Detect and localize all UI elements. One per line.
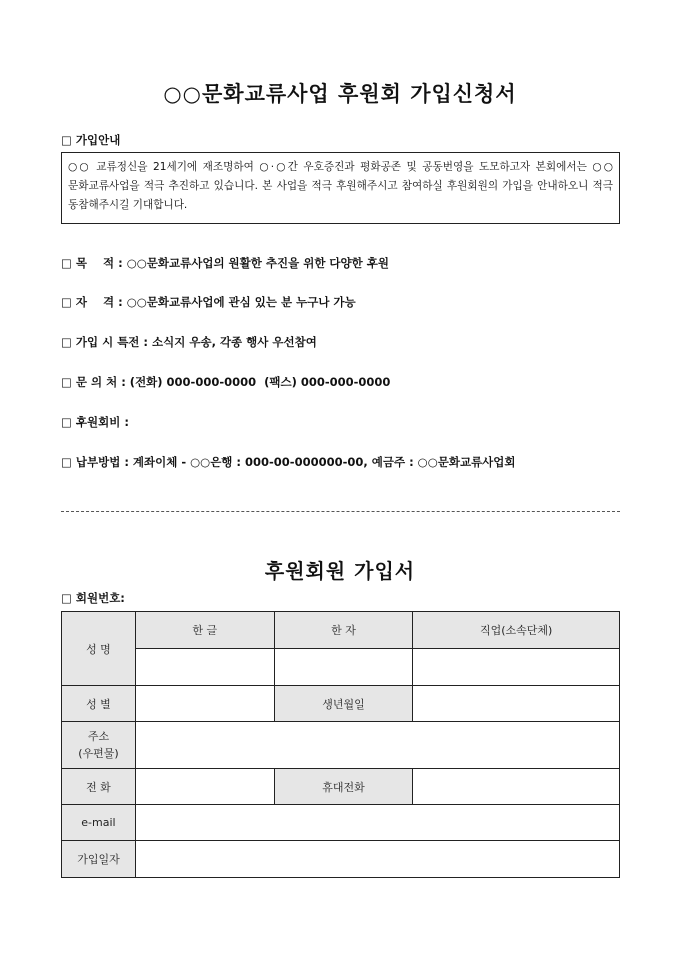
item-purpose-value: : ○○문화교류사업의 원활한 추진을 위한 다양한 후원 [114, 256, 389, 270]
item-qualification-value: : ○○문화교류사업에 관심 있는 분 누구나 가능 [114, 295, 356, 309]
member-number-label: □ 회원번호: [61, 591, 125, 605]
item-fee [61, 414, 129, 430]
item-fee-value: : [120, 415, 129, 429]
join-date-label: 가입일자 [62, 841, 136, 878]
hangul-name-input[interactable] [135, 649, 274, 686]
email-input[interactable] [135, 805, 619, 841]
hanja-header: 한 자 [274, 612, 413, 649]
hangul-header: 한 글 [135, 612, 274, 649]
mobile-input[interactable] [413, 769, 620, 805]
email-label: e-mail [62, 805, 136, 841]
address-label [62, 722, 136, 769]
item-qualification-label: □ 자 격 [61, 295, 115, 309]
membership-form-table [61, 611, 620, 878]
join-date-input[interactable] [135, 841, 619, 878]
address-label-line2: (우편물) [78, 747, 119, 760]
guide-heading: □ 가입안내 [61, 133, 121, 147]
dashed-divider [61, 511, 620, 512]
page-title: ○○문화교류사업 후원회 가입신청서 [163, 81, 517, 106]
hanja-name-input[interactable] [274, 649, 413, 686]
item-payment-value: : 계좌이체 - ○○은행 : 000-00-000000-00, 예금주 : ○○문화교류사업회 [120, 455, 516, 469]
address-label-line1: 주소 [87, 730, 110, 743]
job-input[interactable] [413, 649, 620, 686]
item-qualification [61, 294, 356, 310]
address-input[interactable] [135, 722, 619, 769]
item-purpose-label: □ 목 적 [61, 256, 115, 270]
gender-input[interactable] [135, 686, 274, 722]
item-purpose [61, 255, 389, 271]
mobile-label: 휴대전화 [274, 769, 413, 805]
form-title: 후원회원 가입서 [264, 559, 416, 583]
birth-input[interactable] [413, 686, 620, 722]
phone-input[interactable] [135, 769, 274, 805]
item-contact-value: : (전화) 000-000-0000 (팩스) 000-000-0000 [117, 375, 391, 389]
item-payment [61, 454, 516, 470]
name-label-cell: 성 명 [62, 612, 136, 686]
item-benefits-value: : 소식지 우송, 각종 행사 우선참여 [139, 335, 317, 349]
item-benefits-label: □ 가입 시 특전 [61, 335, 140, 349]
item-benefits [61, 334, 317, 350]
job-header: 직업(소속단체) [413, 612, 620, 649]
guide-box [61, 152, 620, 224]
gender-label: 성 별 [62, 686, 136, 722]
phone-label: 전 화 [62, 769, 136, 805]
item-payment-label: □ 납부방법 [61, 455, 121, 469]
birth-label: 생년월일 [274, 686, 413, 722]
guide-text: ○○ 교류정신을 21세기에 재조명하여 ○·○간 우호증진과 평화공존 및 공동번영을 도모하고자 본회에서는 ○○문화교류사업을 적극 추진하고 있습니다. 본 사업을 적극 후원해주시고 참여하실 후원회원의 가입을 안내하오니 적극 동참해주시길 기대합니다. [68, 161, 613, 211]
item-contact [61, 374, 390, 390]
item-fee-label: □ 후원회비 [61, 415, 121, 429]
item-contact-label: □ 문 의 처 [61, 375, 118, 389]
